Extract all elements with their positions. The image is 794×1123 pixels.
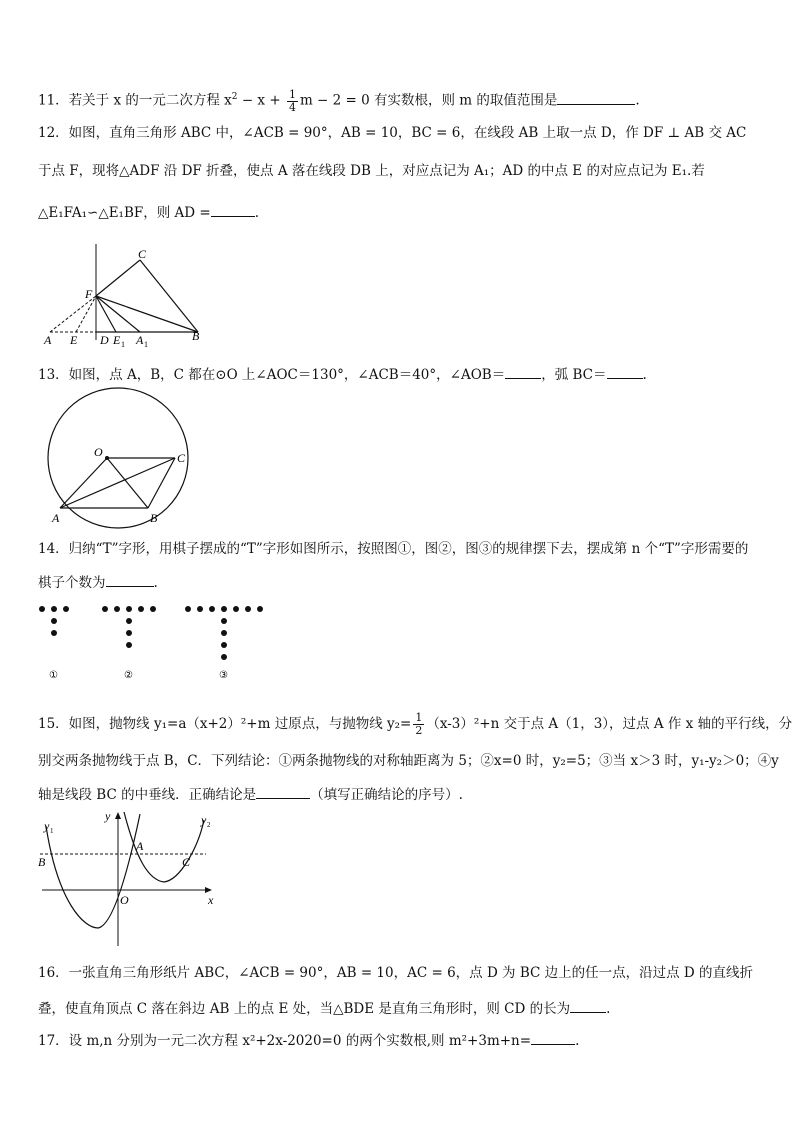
t-shape-2 [102,606,156,648]
q15-parabola-y1 [46,814,140,928]
q15-y-axis-arrow [115,812,121,819]
q12-answer-blank[interactable] [211,202,255,217]
q13-line [38,364,647,384]
t-caption-2: ② [124,670,133,681]
q13-label-b: B [150,511,158,525]
q16-line2 [38,998,610,1018]
q12-segment-fc [96,260,140,296]
q12-line3-text: △E₁FA₁∽△E₁BF，则 AD = [38,205,211,221]
q15-frac-num: 1 [415,711,423,724]
q15-label-y1-sub: 1 [50,827,54,835]
t-caption-1: ① [49,670,58,681]
q17-text: 17．设 m,n 分别为一元二次方程 x²+2x-2020=0 的两个实数根,则 m²+3m+n= [38,1033,532,1049]
q13-segment-bc [148,458,175,508]
q15-line1-post: （x-3）²+n 交于点 A（1，3），过点 A 作 x 轴的平行线，分 [426,716,793,732]
q15-label-b: B [38,855,46,869]
q12-label-c: C [138,247,147,261]
q16-line1: 16．一张直角三角形纸片 ABC，∠ACB = 90°，AB = 10，AC = 6，点 D 为 BC 边上的任一点，沿过点 D 的直线折 [38,965,754,981]
q11-frac-num: 1 [288,87,296,101]
q15-fraction [413,712,424,737]
q12-segment-ef [76,296,96,332]
q14-line2 [38,572,158,592]
q13-end: . [642,367,647,383]
q12-segment-af [50,296,96,332]
q12-label-b: B [192,329,200,343]
q13-segment-oa [60,458,107,508]
q13-text: 13．如图，点 A，B，C 都在⊙O 上∠AOC＝130°，∠ACB＝40°，∠AOB＝ [38,367,506,383]
q15-label-y2-sub: 2 [207,821,211,829]
q11-frac-den: 4 [288,100,296,114]
q12-line3 [38,202,259,222]
q17-line [38,1030,579,1050]
q15-answer-blank[interactable] [256,784,310,799]
q11-text-mid: − x + [237,92,285,109]
q15-line2: 别交两条抛物线于点 B，C．下列结论：①两条抛物线的对称轴距离为 5；②x=0 时，y₂=5；③当 x＞3 时，y₁-y₂＞0；④y [38,753,779,769]
q16-answer-blank[interactable] [570,998,606,1013]
q14-end: . [153,575,158,591]
q15-label-y1: y [44,819,50,833]
q16-line2-text: 叠，使直角顶点 C 落在斜边 AB 上的点 E 处，当△BDE 是直角三角形时，则 CD 的长为 [38,1001,571,1017]
q12-label-f: F [85,287,93,301]
q11-fraction [287,89,298,114]
q11-line [38,88,640,114]
q15-figure [36,808,226,948]
q15-line3-text: 轴是线段 BC 的中垂线．正确结论是 [38,787,257,803]
q12-label-e1: E [113,333,121,347]
q13-label-a: A [52,511,60,525]
q15-line1 [38,712,792,737]
q13-figure [38,386,198,531]
q15-label-x: x [208,893,214,907]
q14-figure [36,602,276,682]
q12-end: . [254,205,260,221]
q15-frac-den: 2 [415,724,423,737]
t-caption-3: ③ [219,670,228,681]
q12-label-d: D [100,333,109,347]
q13-label-o: O [94,445,103,459]
q15-line1-pre: 15．如图，抛物线 y₁=a（x+2）²+m 过原点，与抛物线 y₂= [38,716,412,732]
t-shape-3 [185,606,263,660]
q11-number: 11． [38,92,69,109]
q14-answer-blank[interactable] [106,572,154,587]
q13-segment-ob [107,458,148,508]
q15-label-a: A [136,839,144,853]
q11-text-pre: 若关于 x 的一元二次方程 x [68,92,232,109]
q12-label-a1-sub: 1 [144,340,148,349]
q11-end: . [635,92,640,109]
q16-end: . [606,1001,611,1017]
q11-sup: 2 [231,92,238,102]
q13-text-mid: ，弧 BC＝ [541,367,607,383]
q12-segment-fa1 [96,296,140,332]
q11-text-post: m − 2 = 0 有实数根，则 m 的取值范围是 [299,92,558,109]
q12-segment-fb [96,296,198,332]
q15-label-y: y [105,809,111,823]
q13-answer-blank-1[interactable] [505,364,541,379]
q15-line3-post: （填写正确结论的序号）. [310,787,463,803]
q12-label-a: A [44,333,52,347]
q12-label-e1-sub: 1 [121,340,125,349]
q15-label-y2: y [201,813,207,827]
q12-label-e: E [70,333,78,347]
q12-line2: 于点 F，现将△ADF 沿 DF 折叠，使点 A 落在线段 DB 上，对应点记为 A₁；AD 的中点 E 的对应点记为 E₁.若 [38,163,705,179]
q12-figure [40,240,220,350]
q14-line2-text: 棋子个数为 [38,575,106,591]
q17-end: . [575,1033,580,1049]
q15-line3 [38,784,463,804]
q12-line1: 12．如图，直角三角形 ABC 中，∠ACB = 90°，AB = 10，BC = 6，在线段 AB 上取一点 D，作 DF ⊥ AB 交 AC [38,125,747,141]
q14-line1: 14．归纳“T”字形，用棋子摆成的“T”字形如图所示，按照图①，图②，图③的规律摆下去，摆成第 n 个“T”字形需要的 [38,541,749,557]
q17-answer-blank[interactable] [531,1030,575,1045]
q15-label-c: C [182,855,191,869]
q11-answer-blank[interactable] [557,90,635,105]
q13-label-c: C [177,451,186,465]
q15-label-o: O [120,893,129,907]
t-shape-1 [39,606,69,636]
q12-label-a1: A [136,333,144,347]
q13-segment-ac [60,458,175,508]
q13-answer-blank-2[interactable] [607,364,643,379]
